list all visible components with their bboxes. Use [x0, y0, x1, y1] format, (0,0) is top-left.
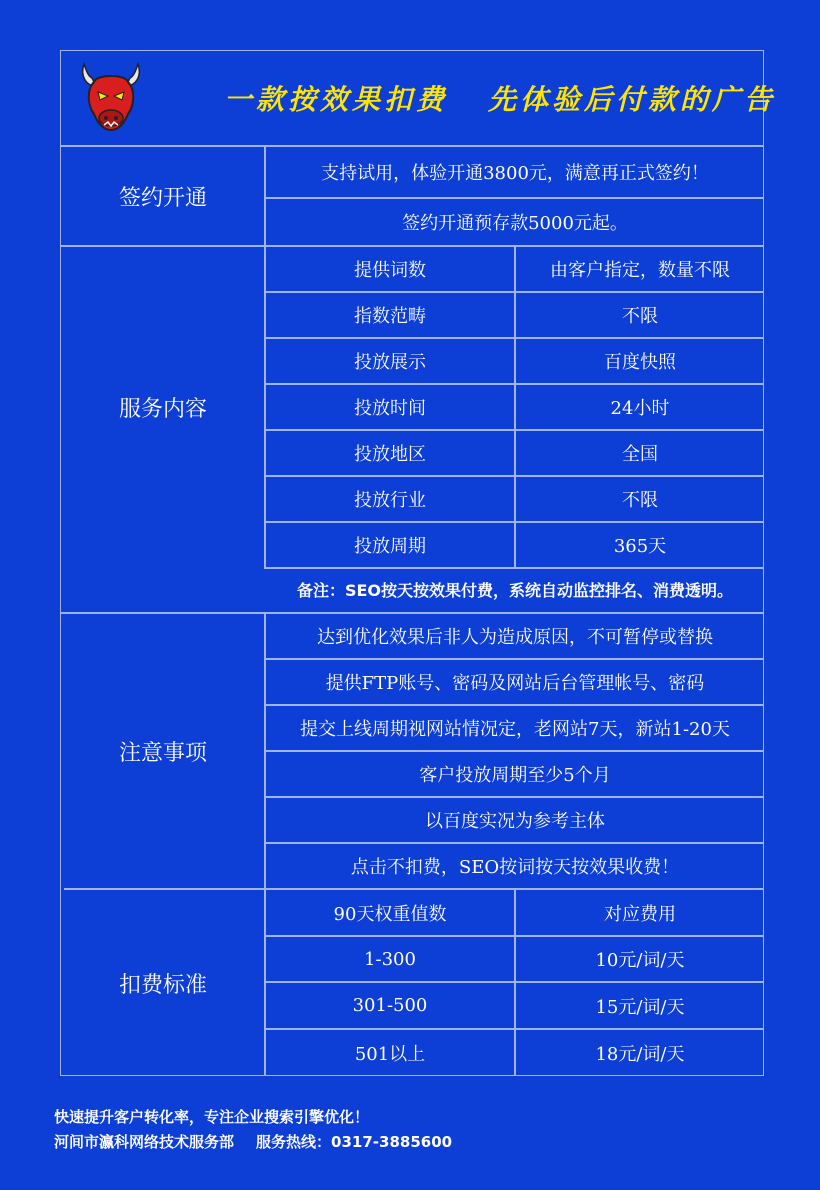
service-value: 不限 — [622, 490, 658, 511]
signup-deposit-text: 签约开通预存款5000元起。 — [402, 213, 628, 234]
pricing-price: 10元/词/天 — [595, 950, 685, 971]
footer-hotline: 0317-3885600 — [331, 1133, 453, 1151]
service-value: 全国 — [622, 444, 658, 465]
notice-item: 达到优化效果后非人为造成原因，不可暂停或替换 — [317, 627, 713, 648]
footer-company: 河间市瀛科网络技术服务部 — [54, 1133, 235, 1151]
pricing-header-fee: 对应费用 — [604, 903, 676, 925]
service-key: 投放时间 — [354, 398, 426, 419]
headline — [224, 74, 776, 122]
bull-head-logo-icon — [78, 56, 144, 132]
notice-item: 以百度实况为参考主体 — [425, 811, 605, 832]
divider — [264, 567, 764, 569]
footer-slogan: 快速提升客户转化率，专注企业搜索引擎优化！ — [54, 1108, 370, 1126]
header — [62, 52, 777, 144]
pricing-price: 15元/词/天 — [595, 996, 685, 1018]
service-key: 投放周期 — [354, 536, 426, 557]
notice-item: 提供FTP账号、密码及网站后台管理帐号、密码 — [325, 673, 705, 694]
service-value: 不限 — [622, 306, 658, 327]
footer-contact — [54, 1131, 452, 1152]
pricing-range: 301-500 — [352, 995, 428, 1016]
section-label-service: 服务内容 — [118, 396, 207, 422]
section-label-signup: 签约开通 — [118, 185, 207, 211]
section-label-notices: 注意事项 — [118, 740, 207, 766]
service-key: 投放地区 — [354, 444, 426, 465]
service-key: 提供词数 — [354, 260, 426, 281]
section-label-pricing: 扣费标准 — [118, 972, 207, 998]
headline-part2: 先体验后付款的广告 — [488, 83, 777, 116]
signup-trial-text: 支持试用，体验开通3800元，满意再正式签约！ — [321, 163, 709, 184]
pricing-range: 501以上 — [354, 1044, 426, 1065]
headline-part1: 一款按效果扣费 — [224, 83, 449, 116]
pricing-price: 18元/词/天 — [595, 1044, 685, 1065]
notice-item: 客户投放周期至少5个月 — [419, 765, 611, 786]
service-value: 365天 — [613, 536, 667, 557]
service-key: 投放展示 — [354, 352, 426, 373]
service-key: 指数范畴 — [354, 306, 426, 327]
service-value: 24小时 — [610, 398, 670, 419]
notice-item: 点击不扣费，SEO按词按天按效果收费！ — [350, 857, 680, 878]
notice-item: 提交上线周期视网站情况定，老网站7天，新站1-20天 — [300, 719, 730, 740]
service-value: 百度快照 — [604, 352, 676, 373]
service-note: 备注：SEO按天按效果付费，系统自动监控排名、消费透明。 — [296, 580, 734, 600]
service-value: 由客户指定，数量不限 — [550, 260, 730, 281]
pricing-range: 1-300 — [364, 948, 416, 970]
pricing-header-weight: 90天权重值数 — [333, 903, 447, 925]
service-key: 投放行业 — [354, 490, 426, 511]
footer-hotline-label: 服务热线： — [256, 1133, 332, 1151]
